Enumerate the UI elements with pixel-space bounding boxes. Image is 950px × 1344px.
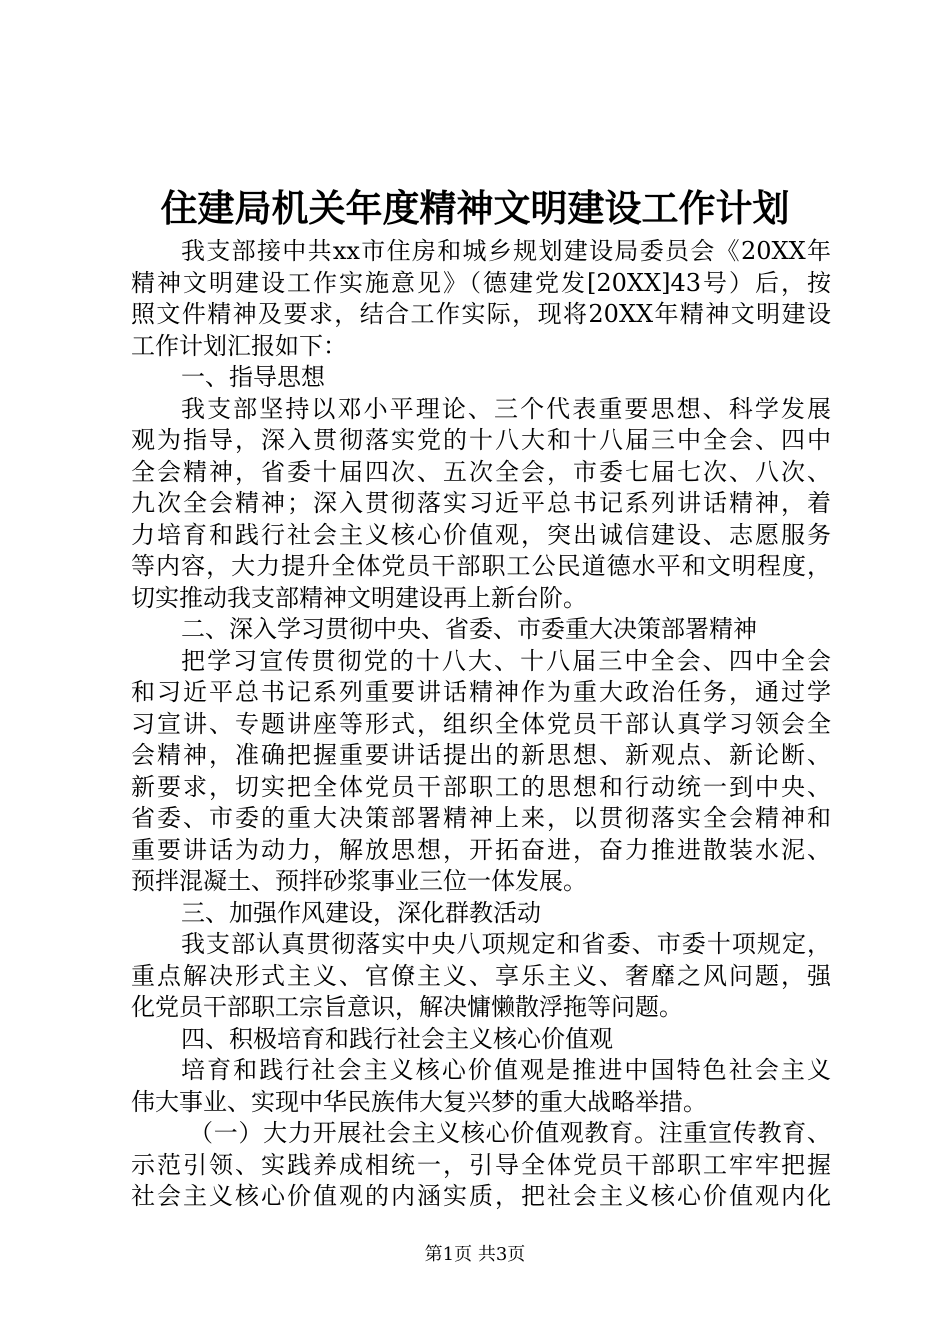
section-heading-3: 三、加强作风建设，深化群教活动 bbox=[181, 898, 541, 927]
body-line: 重要讲话为动力，解放思想，开拓奋进，奋力推进散装水泥、 bbox=[131, 835, 831, 864]
body-line: 化党员干部职工宗旨意识，解决慵懒散浮拖等问题。 bbox=[131, 993, 683, 1021]
body-line: 省委、市委的重大决策部署精神上来，以贯彻落实全会精神和 bbox=[131, 804, 831, 832]
body-line: 九次全会精神；深入贯彻落实习近平总书记系列讲话精神，着 bbox=[131, 489, 831, 517]
section-heading-1: 一、指导思想 bbox=[181, 363, 325, 391]
section-heading-2: 二、深入学习贯彻中央、省委、市委重大决策部署精神 bbox=[181, 615, 757, 643]
document-body bbox=[131, 236, 831, 1213]
body-line: 切实推动我支部精神文明建设再上新台阶。 bbox=[131, 583, 587, 612]
body-line: 等内容，大力提升全体党员干部职工公民道德水平和文明程度， bbox=[131, 552, 831, 580]
body-line: 我支部认真贯彻落实中央八项规定和省委、市委十项规定， bbox=[181, 930, 831, 958]
body-line: 培育和践行社会主义核心价值观是推进中国特色社会主义 bbox=[181, 1056, 831, 1084]
body-line: 精神文明建设工作实施意见》（德建党发[20XX]43号）后，按 bbox=[131, 268, 831, 297]
body-line: 照文件精神及要求，结合工作实际，现将20XX年精神文明建设 bbox=[131, 300, 831, 328]
body-line: 和习近平总书记系列重要讲话精神作为重大政治任务，通过学 bbox=[131, 678, 831, 706]
body-line: 工作计划汇报如下： bbox=[131, 331, 347, 360]
body-line: 重点解决形式主义、官僚主义、享乐主义、奢靡之风问题，强 bbox=[131, 961, 831, 990]
body-line: 伟大事业、实现中华民族伟大复兴梦的重大战略举措。 bbox=[131, 1087, 707, 1116]
body-line: 会精神，准确把握重要讲话提出的新思想、新观点、新论断、 bbox=[131, 741, 831, 769]
body-line: 全会精神，省委十届四次、五次全会，市委七届七次、八次、 bbox=[131, 457, 831, 486]
document-title: 住建局机关年度精神文明建设工作计划 bbox=[160, 186, 790, 230]
body-line: 示范引领、实践养成相统一，引导全体党员干部职工牢牢把握 bbox=[131, 1150, 831, 1179]
body-line: 把学习宣传贯彻党的十八大、十八届三中全会、四中全会 bbox=[181, 646, 831, 675]
body-line: 新要求，切实把全体党员干部职工的思想和行动统一到中央、 bbox=[131, 772, 831, 801]
section-heading-4: 四、积极培育和践行社会主义核心价值观 bbox=[181, 1024, 613, 1053]
body-line: 预拌混凝土、预拌砂浆事业三位一体发展。 bbox=[131, 867, 587, 895]
body-line: 力培育和践行社会主义核心价值观，突出诚信建设、志愿服务 bbox=[131, 520, 831, 549]
body-line: 社会主义核心价值观的内涵实质，把社会主义核心价值观内化 bbox=[131, 1182, 831, 1210]
body-line: 我支部接中共xx市住房和城乡规划建设局委员会《20XX年 bbox=[181, 237, 831, 265]
body-line: 习宣讲、专题讲座等形式，组织全体党员干部认真学习领会全 bbox=[131, 709, 831, 738]
page-number: 第1页 共3页 bbox=[424, 1244, 526, 1265]
body-line: 观为指导，深入贯彻落实党的十八大和十八届三中全会、四中 bbox=[131, 426, 831, 454]
body-line: 我支部坚持以邓小平理论、三个代表重要思想、科学发展 bbox=[181, 394, 831, 423]
body-line: （一）大力开展社会主义核心价值观教育。注重宣传教育、 bbox=[189, 1119, 831, 1147]
